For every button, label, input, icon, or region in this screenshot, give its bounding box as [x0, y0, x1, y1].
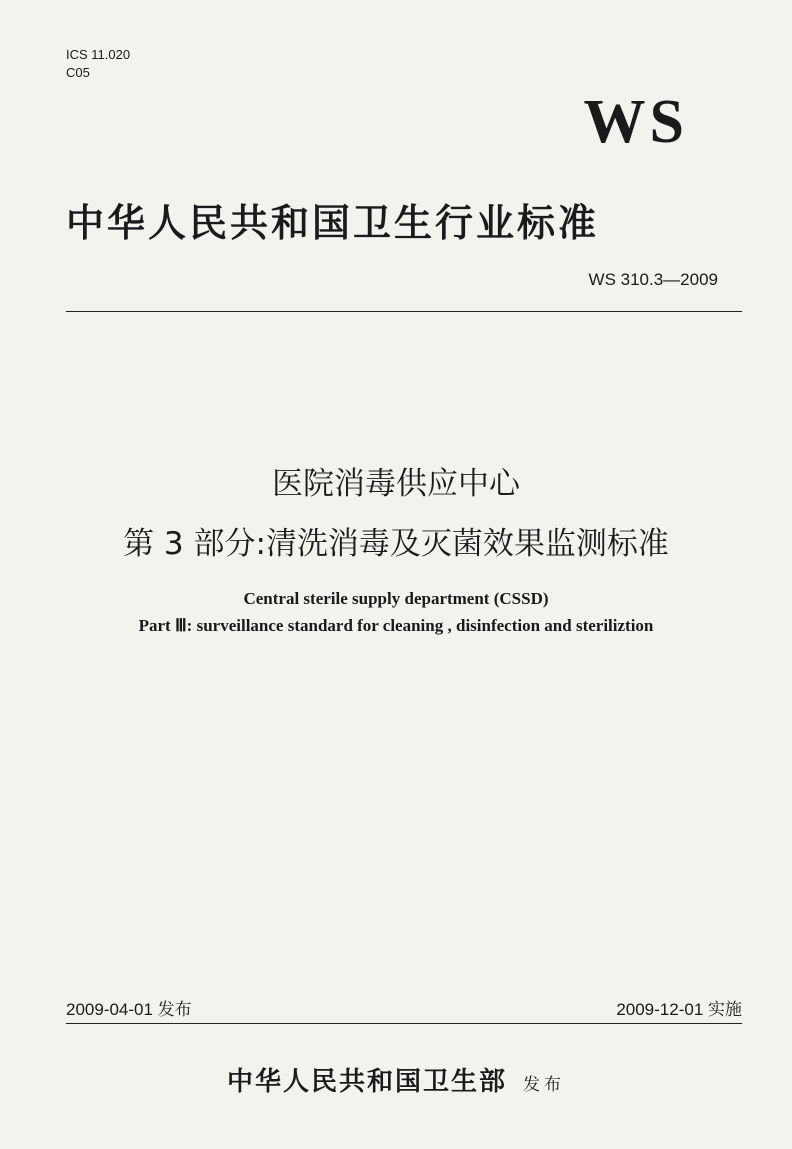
issue-date: 2009-04-01 发布	[66, 1000, 192, 1019]
ws-logo: WS	[583, 88, 688, 156]
title-en-line1: Central sterile supply department (CSSD)	[243, 589, 549, 608]
title-zh-line1: 医院消毒供应中心	[272, 466, 520, 502]
classification-codes	[66, 46, 130, 82]
bottom-divider	[66, 1023, 742, 1024]
title-zh-line2: 第 3 部分:清洗消毒及灭菌效果监测标准	[123, 526, 669, 562]
standard-number: WS 310.3—2009	[588, 270, 718, 289]
issuer-verb: 发布	[523, 1075, 565, 1095]
issuer-line	[40, 1062, 752, 1106]
implementation-date: 2009-12-01 实施	[616, 1000, 742, 1019]
ics-code: ICS 11.020	[66, 47, 131, 62]
title-en-line2: Part Ⅲ: surveillance standard for cleaning , disinfection and steriliztion	[138, 616, 654, 635]
issuer-name: 中华人民共和国卫生部	[226, 1067, 507, 1097]
standard-type-heading: 中华人民共和国卫生行业标准	[66, 200, 600, 245]
category-code: C05	[66, 65, 90, 80]
top-divider	[66, 311, 742, 312]
